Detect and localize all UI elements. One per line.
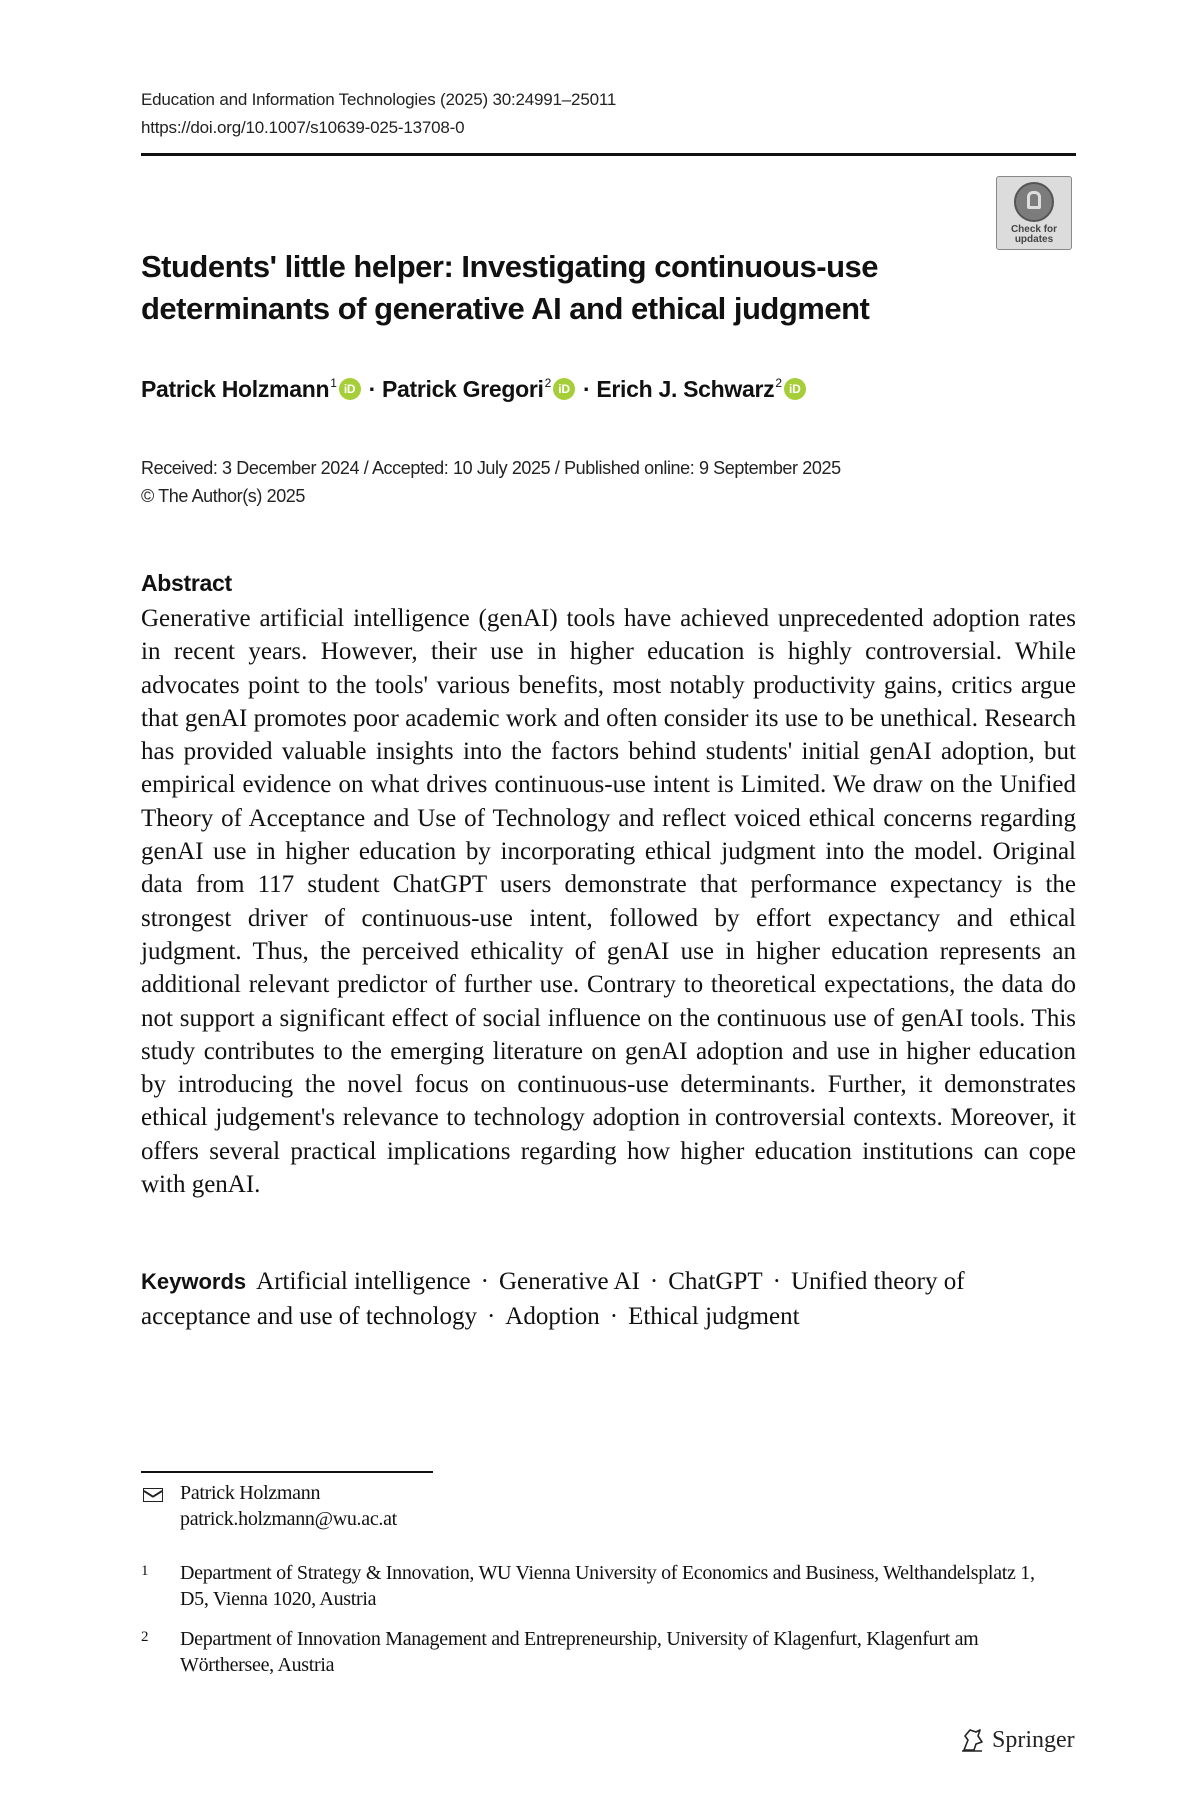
keyword-separator: · [772,1268,781,1295]
author-affiliation-ref: 2 [544,376,551,390]
publication-dates: Received: 3 December 2024 / Accepted: 10 July 2025 / Published online: 9 September 2025 [141,458,841,478]
keyword: Ethical judgment [628,1303,800,1330]
affiliation-number: 2 [141,1629,149,1645]
author-separator: · [583,376,591,402]
affiliation-text: Department of Strategy & Innovation, WU Vienna University of Economics and Business, Welthandelsplatz 1, D5, Vienna 1020, Austria [180,1562,1035,1610]
author-name: Patrick Holzmann [141,376,330,402]
keyword-separator: · [609,1303,619,1330]
crossmark-icon [1014,182,1054,222]
doi-link[interactable]: https://doi.org/10.1007/s10639-025-13708-0 [141,118,465,137]
keywords-label: Keywords [141,1269,247,1294]
orcid-icon[interactable]: iD [784,378,806,400]
springer-horse-icon [958,1726,986,1754]
author-affiliation-ref: 1 [330,376,337,390]
keyword: ChatGPT [668,1268,763,1295]
publisher-name: Springer [992,1726,1075,1753]
check-for-updates-badge[interactable] [996,176,1072,250]
journal-citation: Education and Information Technologies (2025) 30:24991–25011 [141,90,617,109]
affiliation-text: Department of Innovation Management and Entrepreneurship, University of Klagenfurt, Klagenfurt am Wörthersee, Austria [180,1628,979,1676]
footnote-rule [141,1471,433,1473]
author-name: Patrick Gregori [381,376,544,402]
keyword-separator: · [649,1268,659,1295]
affiliation-number: 1 [141,1563,149,1579]
keyword: Adoption [505,1303,600,1330]
header-rule [141,153,1076,156]
springer-logo [958,1726,1075,1754]
orcid-icon[interactable]: iD [553,378,575,400]
abstract-text: Generative artificial intelligence (genAI) tools have achieved unprecedented adoption rates in recent years. However, their use in higher education is highly controversial. While advocates point to the tools' various benefits, most notably productivity gains, critics argue that genAI promotes poor academic work and often consider its use to be unethical. Research has provided valuable insights into the factors behind students' initial genAI adoption, but empirical evidence on what drives continuous-use intent is Limited. We draw on the Unified Theory of Acceptance and Use of Technology and reflect voiced ethical concerns regarding genAI use in higher education by incorporating ethical judgment into the model. Original data from 117 student ChatGPT users demonstrate that performance expectancy is the strongest driver of continuous-use intent, followed by effort expectancy and ethical judgment. Thus, the perceived ethicality of genAI use in higher education represents an additional relevant predictor of further use. Contrary to theoretical expectations, the data do not support a significant effect of social influence on the continuous use of genAI tools. This study contributes to the emerging literature on genAI adoption and use in higher education by introducing the novel focus on continuous-use determinants. Further, it demonstrates ethical judgement's relevance to technology adoption in controversial contexts. Moreover, it offers several practical implications regarding how higher education institutions can cope with genAI. [141,605,1076,1199]
keyword: Artificial intelligence [256,1268,471,1295]
keyword: Unified theory of acceptance and use of technology [141,1268,965,1330]
corresponding-author-email[interactable]: patrick.holzmann@wu.ac.at [180,1508,397,1530]
author-list [141,376,812,403]
author-separator: · [368,376,376,402]
envelope-icon [143,1488,163,1502]
keyword-separator: · [486,1303,496,1330]
keywords-section [141,1264,1076,1334]
orcid-icon[interactable]: iD [339,378,361,400]
corresponding-author-name: Patrick Holzmann [180,1482,321,1504]
author-name: Erich J. Schwarz [596,376,775,402]
copyright-notice: © The Author(s) 2025 [141,486,306,506]
keyword: Generative AI [498,1268,640,1295]
crossmark-label: Check for updates [1010,224,1058,245]
abstract-heading: Abstract [141,570,232,596]
keyword-separator: · [480,1268,489,1295]
paper-title: Students' little helper: Investigating continuous-use determinants of generative AI and ethical judgment [141,249,878,326]
author-affiliation-ref: 2 [775,376,782,390]
